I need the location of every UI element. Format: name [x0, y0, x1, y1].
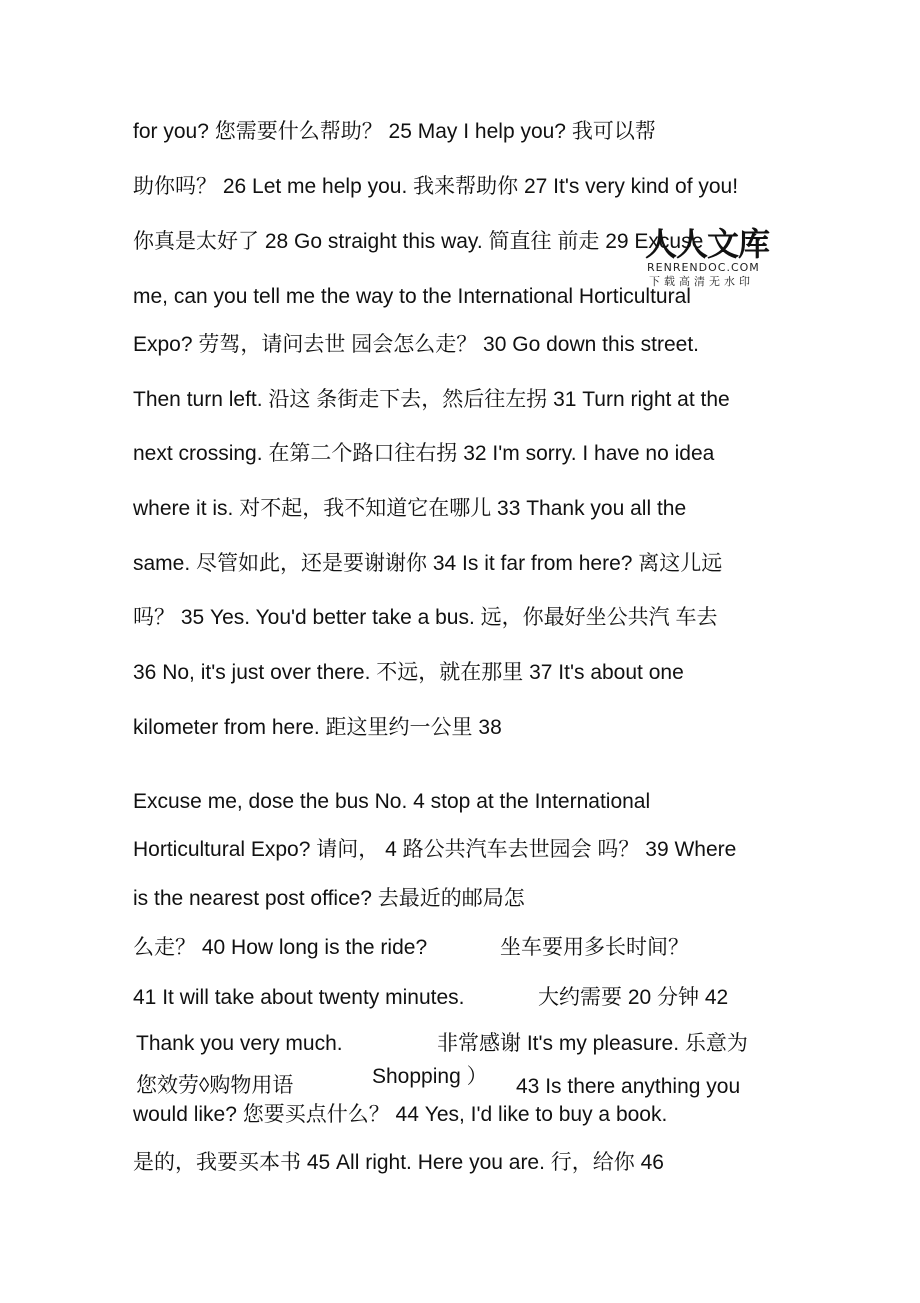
shopping-heading: Shopping ） — [372, 1065, 488, 1088]
text-line-18: would like? 您要买点什么？ 44 Yes, I'd like to buy a book. — [133, 1103, 668, 1126]
watermark-title: 人人文库 — [645, 225, 770, 263]
text-line-2: 助你吗？ 26 Let me help you. 我来帮助你 27 It's very kind of you! — [133, 175, 739, 198]
text-line-12: kilometer from here. 距这里约一公里 38 — [133, 716, 502, 739]
question-43: 43 Is there anything you — [516, 1075, 741, 1098]
text-line-16: 么走？ 40 How long is the ride? — [133, 936, 428, 959]
text-line-8: where it is. 对不起，我不知道它在哪儿 33 Thank you all the — [133, 497, 687, 520]
service-translation: 您效劳◊购物用语 — [136, 1074, 294, 1097]
text-line-13: Excuse me, dose the bus No. 4 stop at the International — [133, 790, 651, 813]
watermark-logo — [645, 226, 775, 290]
watermark-subtitle: 下载高清无水印 — [649, 275, 754, 288]
text-line-15: is the nearest post office? 去最近的邮局怎 — [133, 887, 525, 910]
watermark-url: RENRENDOC.COM — [647, 261, 760, 274]
text-line-5: Expo? 劳驾，请问去世 园会怎么走？ 30 Go down this street. — [133, 333, 699, 356]
text-line-4: me, can you tell me the way to the International Horticultural — [133, 285, 691, 308]
text-line-9: same. 尽管如此，还是要谢谢你 34 Is it far from here? 离这儿远 — [133, 552, 723, 575]
text-line-10: 吗？ 35 Yes. You'd better take a bus. 远，你最好坐公共汽 车去 — [133, 606, 718, 629]
text-line-6: Then turn left. 沿这 条街走下去，然后往左拐 31 Turn right at the — [133, 388, 730, 411]
text-line-3: 你真是太好了 28 Go straight this way. 简直往 前走 29 Excuse — [133, 230, 704, 253]
minutes-translation: 大约需要 20 分钟 42 — [538, 986, 729, 1009]
text-line-17: 41 It will take about twenty minutes. — [133, 986, 465, 1009]
text-line-11: 36 No, it's just over there. 不远，就在那里 37 It's about one — [133, 661, 684, 684]
text-line-14: Horticultural Expo? 请问， 4 路公共汽车去世园会 吗？ 39 Where — [133, 838, 737, 861]
text-line-1: for you? 您需要什么帮助？ 25 May I help you? 我可以帮 — [133, 120, 656, 143]
thanks-translation: 非常感谢 It's my pleasure. 乐意为 — [437, 1032, 748, 1055]
text-line-19: 是的，我要买本书 45 All right. Here you are. 行，给你 46 — [133, 1151, 664, 1174]
ride-translation: 坐车要用多长时间？ — [500, 936, 689, 959]
text-line-7: next crossing. 在第二个路口往右拐 32 I'm sorry. I have no idea — [133, 442, 715, 465]
thanks-english: Thank you very much. — [136, 1032, 343, 1055]
